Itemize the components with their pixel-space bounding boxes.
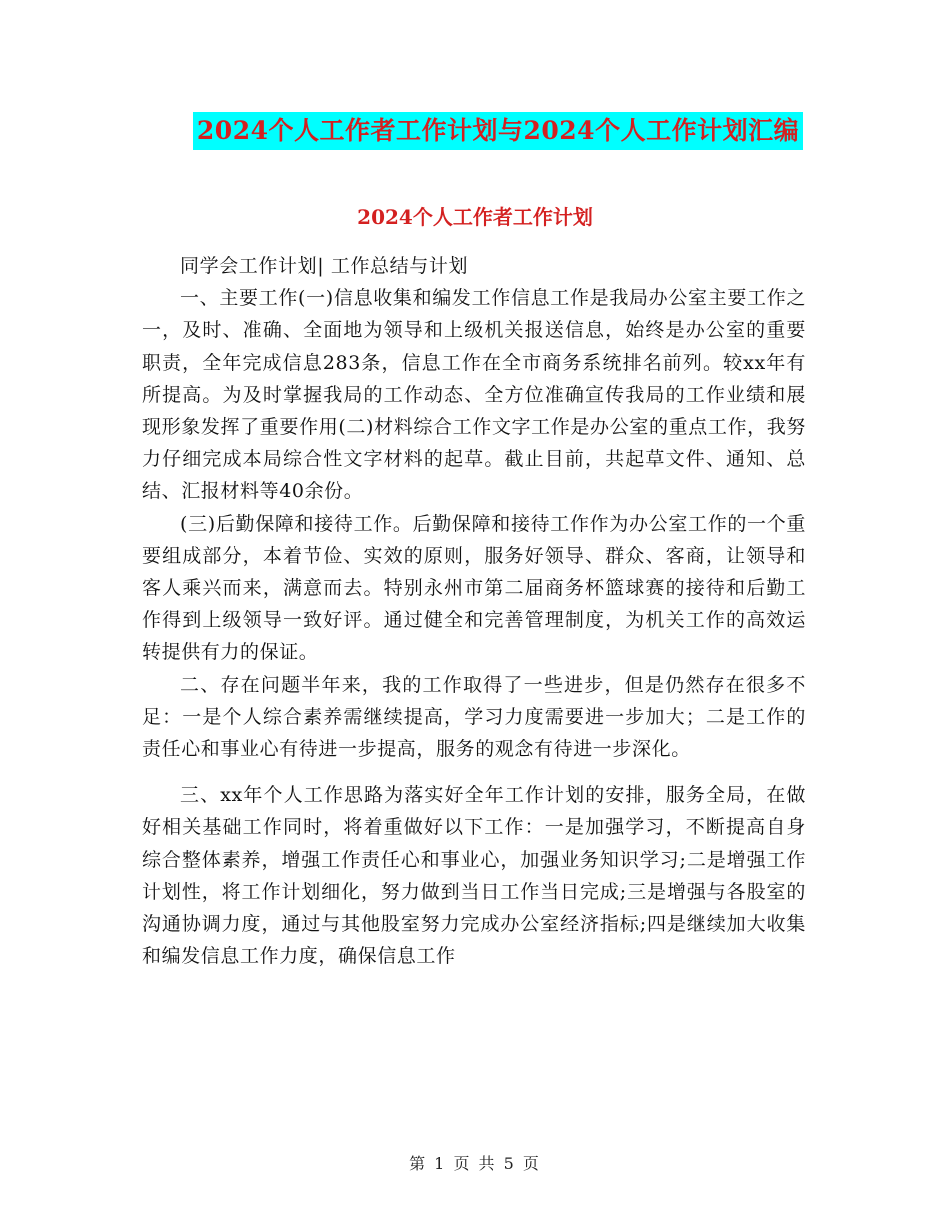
- paragraph-problems: 二、存在问题半年来，我的工作取得了一些进步，但是仍然存在很多不足：一是个人综合素养需继续提高，学习力度需要进一步加大；二是工作的责任心和事业心有待进一步提高，服务的观念有待进一步深化。: [142, 673, 806, 761]
- paragraph-work-plan: 三、xx年个人工作思路为落实好全年工作计划的安排，服务全局，在做好相关基础工作同时，将着重做好以下工作：一是加强学习，不断提高自身综合整体素养，增强工作责任心和事业心，加强业务知识学习;二是增强工作计划性，将工作计划细化，努力做到当日工作当日完成;三是增强与各股室的沟通协调力度，通过与其他股室努力完成办公室经济指标;四是继续加大收集和编发信息工作力度，确保信息工作: [142, 784, 806, 968]
- paragraph-main-work: 一、主要工作(一)信息收集和编发工作信息工作是我局办公室主要工作之一，及时、准确、全面地为领导和上级机关报送信息，始终是办公室的重要职责，全年完成信息283条，信息工作在全市商务系统排名前列。较xx年有所提高。为及时掌握我局的工作动态、全方位准确宣传我局的工作业绩和展现形象发挥了重要作用(二)材料综合工作文字工作是办公室的重点工作，我努力仔细完成本局综合性文字材料的起草。截止目前，共起草文件、通知、总结、汇报材料等40余份。: [142, 287, 806, 503]
- page-footer: 第 1 页 共 5 页: [409, 1154, 541, 1173]
- body-text: [142, 250, 806, 972]
- document-main-title: [0, 112, 950, 150]
- paragraph-category: 同学会工作计划| 工作总结与计划: [180, 255, 469, 277]
- section-title: 2024个人工作者工作计划: [357, 205, 593, 229]
- paragraph-logistics: (三)后勤保障和接待工作。后勤保障和接待工作作为办公室工作的一个重要组成部分，本着节俭、实效的原则，服务好领导、群众、客商，让领导和客人乘兴而来，满意而去。特别永州市第二届商务杯篮球赛的接待和后勤工作得到上级领导一致好评。通过健全和完善管理制度，为机关工作的高效运转提供有力的保证。: [142, 512, 806, 664]
- main-title-highlight: 2024个人工作者工作计划与2024个人工作计划汇编: [193, 112, 803, 150]
